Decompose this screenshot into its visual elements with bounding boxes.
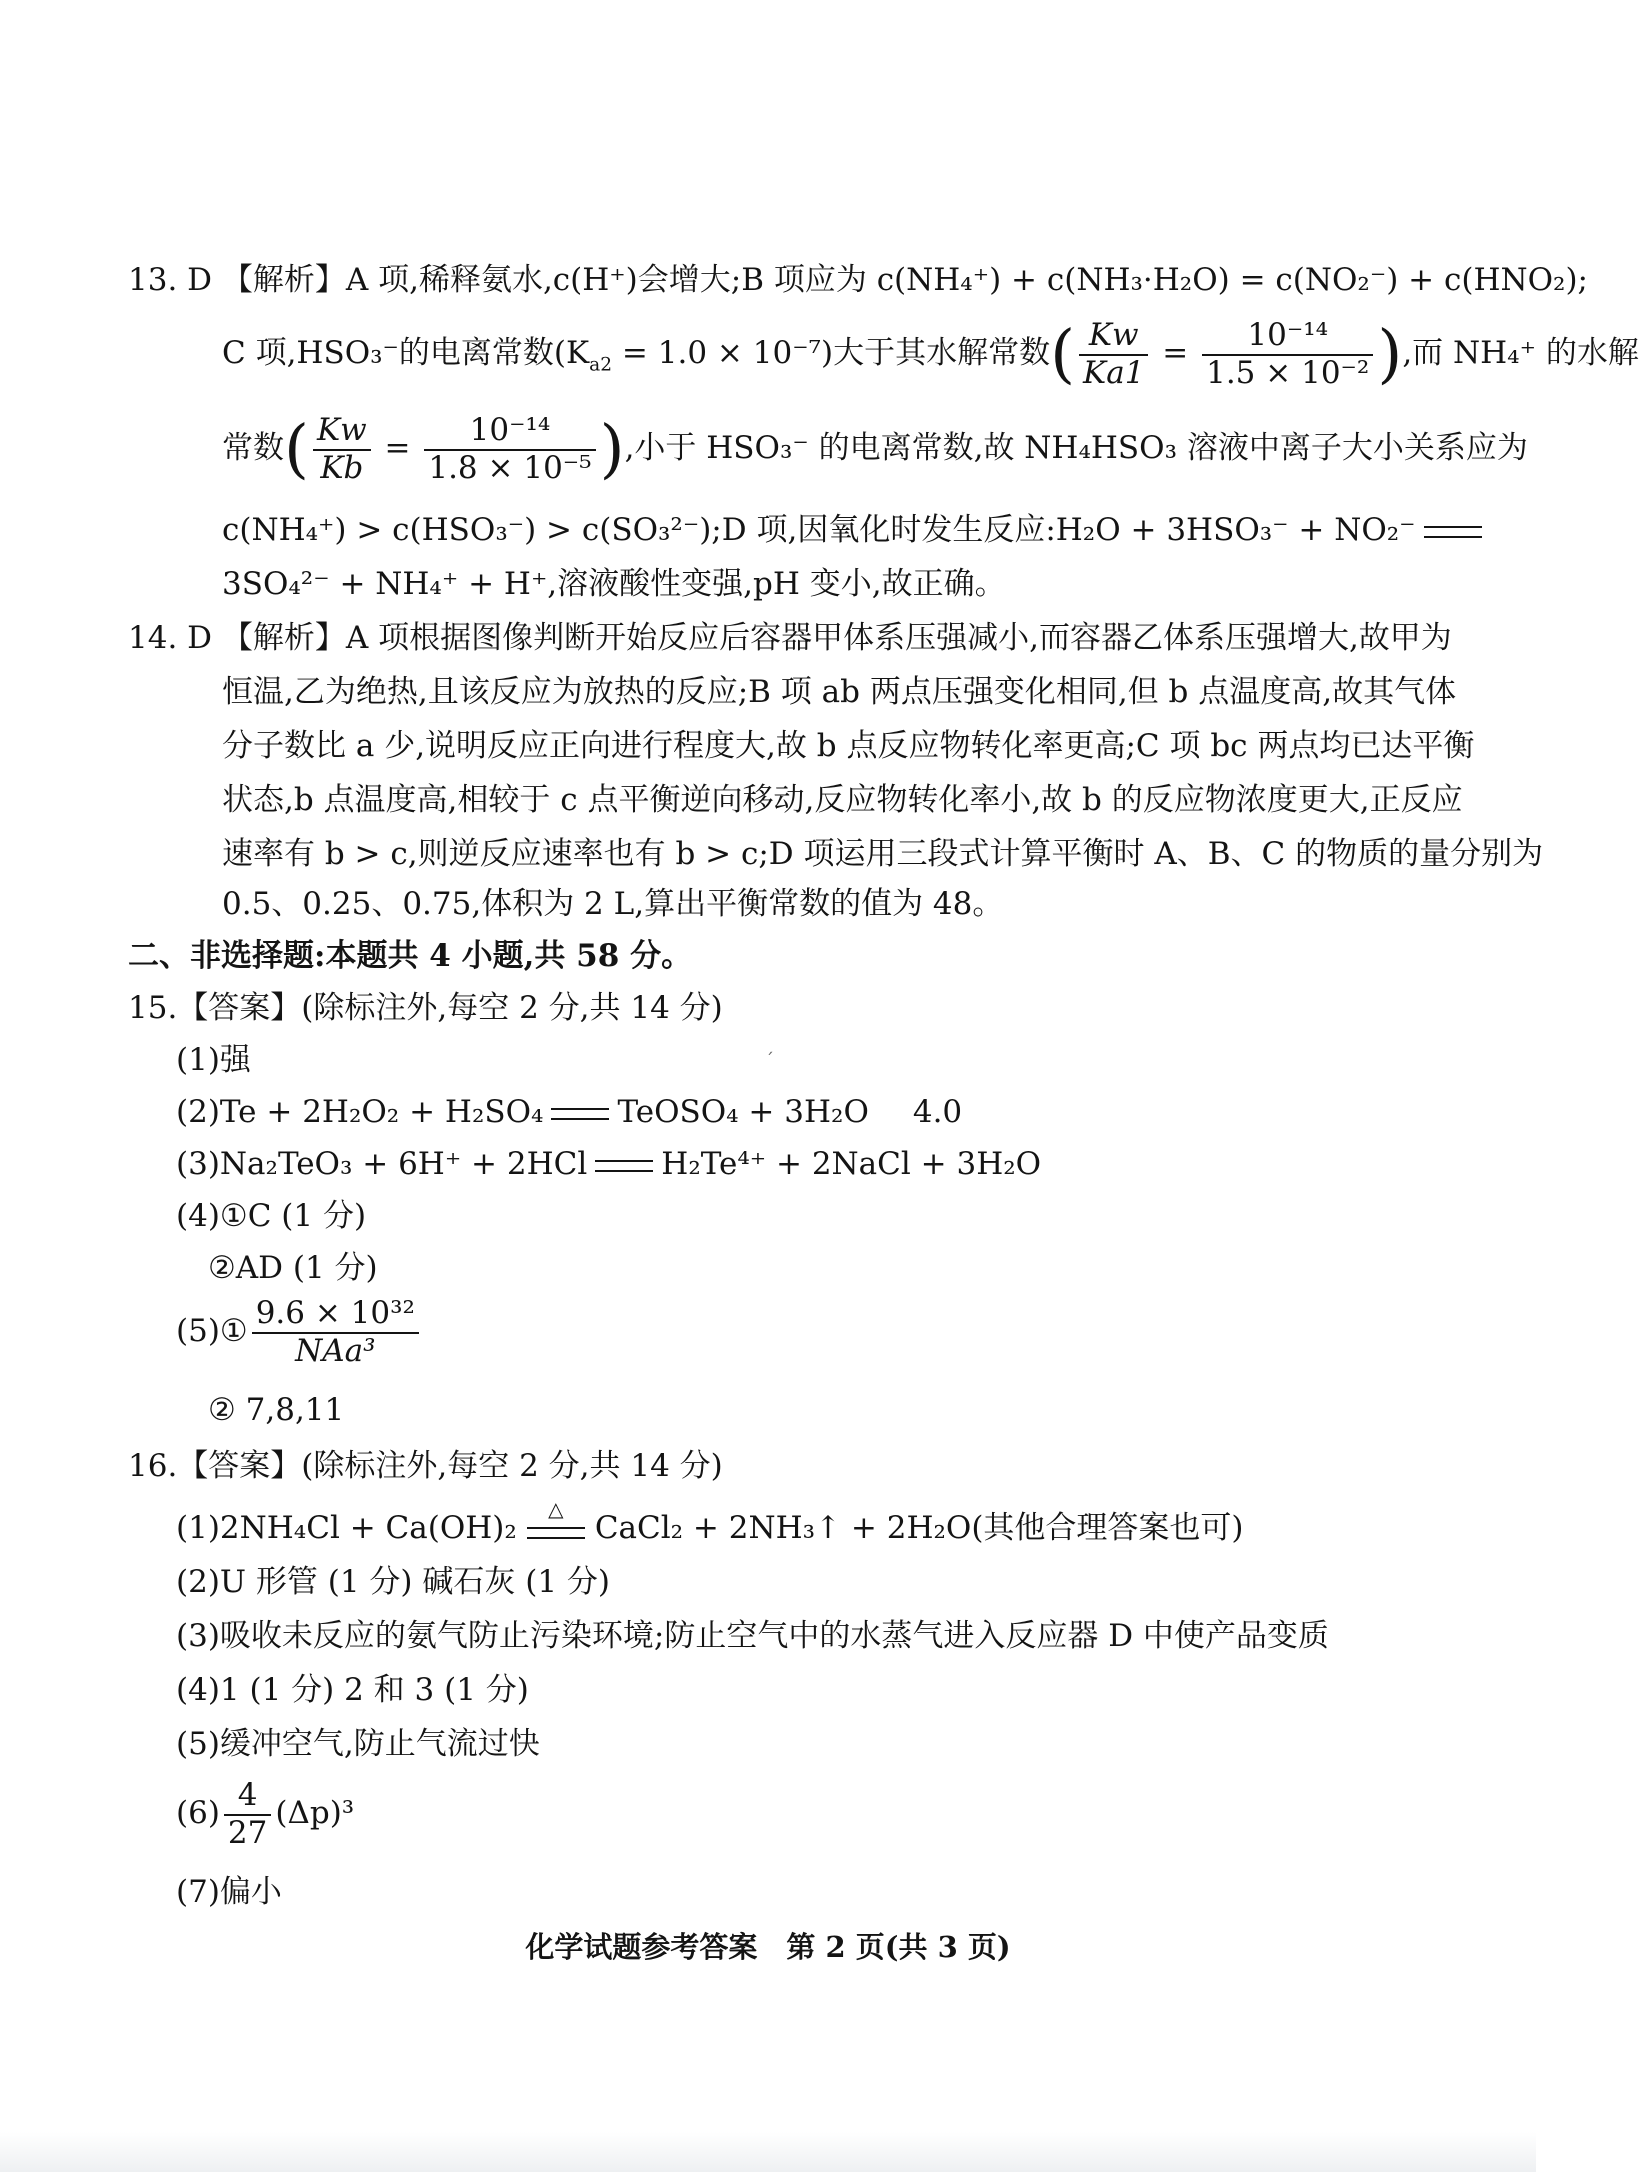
q16-answer-7: (7)偏小 — [176, 1874, 282, 1910]
q16-a1-left: (1)2NH₄Cl + Ca(OH)₂ — [176, 1510, 517, 1546]
q13-line-4 — [222, 512, 1490, 549]
q16-a1-right: CaCl₂ + 2NH₃↑ + 2H₂O(其他合理答案也可) — [594, 1510, 1244, 1546]
frac-num: 10⁻¹⁴ — [1202, 318, 1373, 356]
left-paren: ( — [1050, 317, 1076, 392]
stray-mark: ˊ — [765, 1050, 774, 1071]
double-equals-sign — [551, 1108, 609, 1120]
frac-num: Kw — [313, 413, 371, 451]
q16-answer-6 — [176, 1778, 354, 1851]
kw-kb-fraction — [313, 413, 371, 486]
q15-answer-3 — [176, 1146, 1041, 1183]
q13-line-3-b: ,小于 HSO₃⁻ 的电离常数,故 NH₄HSO₃ 溶液中离子大小关系应为 — [624, 430, 1528, 467]
q13-line-3: 常数( $\frac{Kw}{Kb}$ = $\frac{\text{10⁻¹⁴}}{\text{1.8 × 10⁻⁵}}$ ),小于 HSO₃⁻ 的电离常数,故 NH₄HSO₃ 溶液中离子大小关系应为 — [222, 412, 1528, 487]
double-equals-sign — [527, 1527, 585, 1539]
q16-answer-3: (3)吸收未反应的氨气防止污染环境;防止空气中的水蒸气进入反应器 D 中使产品变质 — [176, 1618, 1329, 1654]
q15-answer-5-2: ② 7,8,11 — [208, 1392, 345, 1428]
q14-line-3: 分子数比 a 少,说明反应正向进行程度大,故 b 点反应物转化率更高;C 项 bc 两点均已达平衡 — [222, 728, 1475, 764]
frac-den: Kb — [320, 449, 364, 486]
frac-num: 9.6 × 10³² — [252, 1296, 419, 1334]
section-2-heading: 二、非选择题:本题共 4 小题,共 58 分。 — [128, 938, 693, 974]
frac-den: 1.5 × 10⁻² — [1206, 354, 1370, 391]
q15-answer-2 — [176, 1094, 962, 1131]
q14-line-6: 0.5、0.25、0.75,体积为 2 L,算出平衡常数的值为 48。 — [222, 886, 1004, 922]
q16-header: 16.【答案】(除标注外,每空 2 分,共 14 分) — [128, 1448, 723, 1484]
right-paren: ) — [1377, 317, 1403, 392]
q15-a2-left: (2)Te + 2H₂O₂ + H₂SO₄ — [176, 1094, 544, 1130]
q14-line-4: 状态,b 点温度高,相较于 c 点平衡逆向移动,反应物转化率小,故 b 的反应物浓度更大,正反应 — [222, 782, 1463, 818]
q15-a2-right: TeOSO₄ + 3H₂O — [617, 1094, 869, 1130]
q16-a6-prefix: (6) — [176, 1795, 220, 1832]
q13-line-2-d: ,而 NH₄⁺ 的水解 — [1402, 335, 1639, 372]
heat-triangle: △ — [548, 1496, 564, 1521]
q15-a5-prefix: (5)① — [176, 1313, 248, 1350]
q13-line-1: 13. D 【解析】A 项,稀释氨水,c(H⁺)会增大;B 项应为 c(NH₄⁺) + c(NH₃·H₂O) = c(NO₂⁻) + c(HNO₂); — [128, 262, 1588, 298]
q13-line-4-a: c(NH₄⁺) > c(HSO₃⁻) > c(SO₃²⁻);D 项,因氧化时发生反应:H₂O + 3HSO₃⁻ + NO₂⁻ — [222, 512, 1416, 548]
q13-ka2-sub: a2 — [589, 354, 613, 376]
q14-line-1: 14. D 【解析】A 项根据图像判断开始反应后容器甲体系压强减小,而容器乙体系压强增大,故甲为 — [128, 620, 1452, 656]
q14-line-2: 恒温,乙为绝热,且该反应为放热的反应;B 项 ab 两点压强变化相同,但 b 点温度高,故其气体 — [222, 674, 1457, 710]
q13-line-3-a: 常数 — [222, 430, 284, 467]
q13-line-2-c: = 1.0 × 10⁻⁷)大于其水解常数 — [612, 335, 1051, 372]
density-fraction — [252, 1296, 419, 1369]
q15-answer-4-2: ②AD (1 分) — [208, 1250, 378, 1286]
q16-answer-4: (4)1 (1 分) 2 和 3 (1 分) — [176, 1672, 529, 1708]
q15-a3-right: H₂Te⁴⁺ + 2NaCl + 3H₂O — [661, 1146, 1042, 1182]
double-equals-sign — [595, 1160, 653, 1172]
left-paren: ( — [284, 412, 309, 487]
heating-condition-sign — [521, 1496, 591, 1543]
q13-line-2-a: C 项,HSO₃⁻的电离常数(K — [222, 335, 590, 372]
frac-num: 10⁻¹⁴ — [424, 413, 595, 451]
double-equals-sign — [1424, 526, 1482, 538]
frac-den: Ka1 — [1083, 354, 1145, 391]
q16-a6-suffix: (Δp)³ — [275, 1795, 355, 1832]
kw-ka1-value-fraction — [1202, 318, 1373, 391]
q15-answer-5-1 — [176, 1296, 423, 1369]
q15-a2-extra: 4.0 — [912, 1094, 963, 1130]
page-footer: 化学试题参考答案 第 2 页(共 3 页) — [525, 1930, 1011, 1964]
q13-line-2: C 项,HSO₃⁻的电离常数$(K_{a2} = 1.0 \times 10^{-7})$大于其水解常数( $\frac{Kw}{Ka1}$ = $\frac{\text{10⁻¹⁴}}{\text{1.5 × 10⁻²}}$ ),而 NH₄⁺ 的水解 — [222, 317, 1639, 392]
kw-kb-value-fraction — [424, 413, 595, 486]
q15-header: 15.【答案】(除标注外,每空 2 分,共 14 分) — [128, 990, 723, 1026]
q15-answer-4-1: (4)①C (1 分) — [176, 1198, 367, 1234]
frac-den: 1.8 × 10⁻⁵ — [428, 449, 592, 486]
bottom-shadow — [0, 2132, 1536, 2172]
right-paren: ) — [599, 412, 625, 487]
kw-ka1-fraction — [1079, 318, 1148, 391]
q16-answer-2: (2)U 形管 (1 分) 碱石灰 (1 分) — [176, 1564, 610, 1600]
q16-answer-5: (5)缓冲空气,防止气流过快 — [176, 1726, 540, 1762]
frac-den: 27 — [227, 1814, 268, 1851]
q16-answer-1 — [176, 1496, 1244, 1547]
four-twentyseventh-fraction — [224, 1778, 271, 1851]
q13-line-5: 3SO₄²⁻ + NH₄⁺ + H⁺,溶液酸性变强,pH 变小,故正确。 — [222, 566, 1006, 602]
frac-num: 4 — [224, 1778, 271, 1816]
frac-den: NAa³ — [295, 1332, 376, 1369]
q15-a3-left: (3)Na₂TeO₃ + 6H⁺ + 2HCl — [176, 1146, 588, 1182]
q14-line-5: 速率有 b > c,则逆反应速率也有 b > c;D 项运用三段式计算平衡时 A、B、C 的物质的量分别为 — [222, 836, 1544, 872]
frac-num: Kw — [1079, 318, 1148, 356]
q15-answer-1: (1)强 — [176, 1042, 251, 1078]
